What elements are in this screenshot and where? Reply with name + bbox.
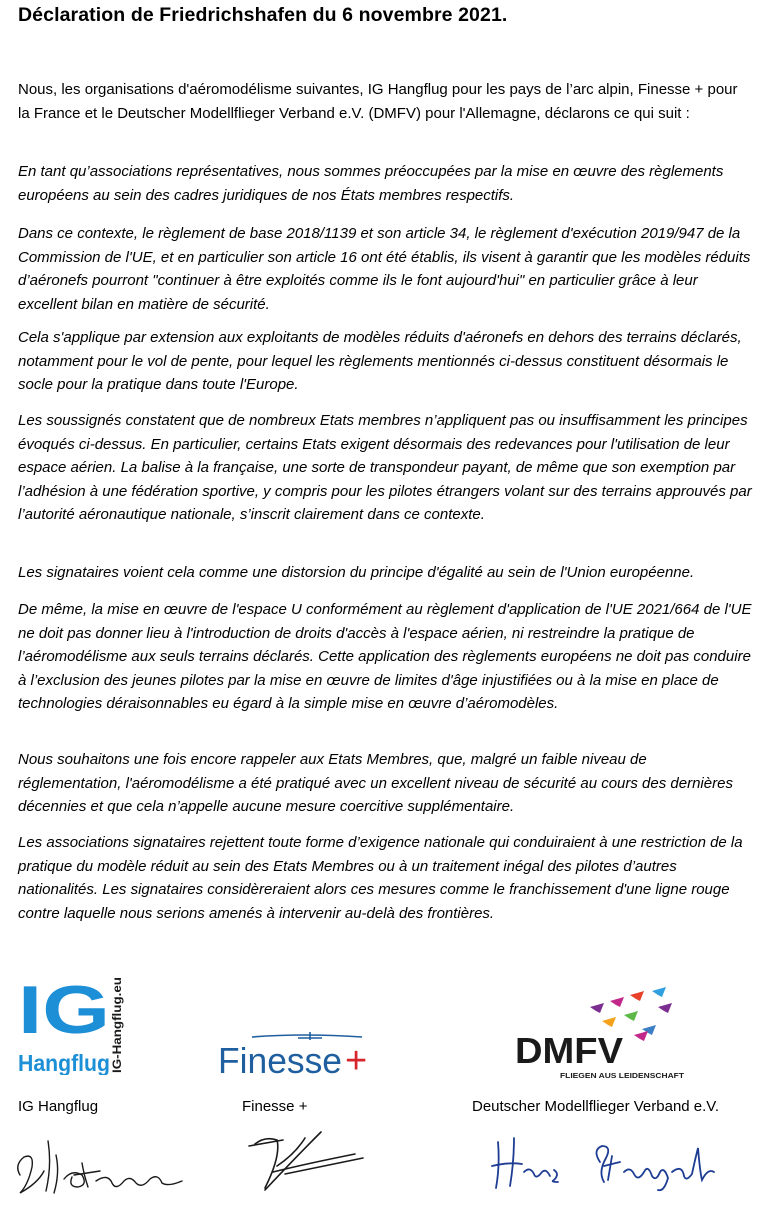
dmfv-logo bbox=[512, 985, 692, 1080]
dmfv-logo-mark bbox=[610, 997, 624, 1007]
finesse-logo-plus: + bbox=[345, 1040, 368, 1078]
ig-logo-word: Hangflug bbox=[18, 1050, 110, 1075]
paragraph-u-space: De même, la mise en œuvre de l'espace U conformément au règlement d'application de l'UE 2021/664 de l'UE ne doit pas donner lieu à l'introduction de droits d'accès à l'espace aérien, ni restreindre la pratique de l’aéromodélisme aux seuls terrains déclarés. Cette application des règlements européens ne doit pas conduire à l’exclusion des jeunes pilotes par la mise en œuvre de limites d'âge injustifiées ou à la mise en place de technologies déraisonnables eu égard à la simple mise en œuvre d’aéromodèles. bbox=[18, 601, 752, 713]
paragraph-safety: Nous souhaitons une fois encore rappeler aux Etats Membres, que, malgré un faible niveau de réglementation, l'aéromodélisme a été pratiqué avec un excellent niveau de sécurité au cours des dernières décennies et que cela n’appelle aucune mesure coercitive supplémentaire. bbox=[18, 751, 733, 816]
caption-dmfv: Deutscher Modellflieger Verband e.V. bbox=[472, 1098, 720, 1115]
dmfv-logo-mark bbox=[590, 1003, 604, 1013]
dmfv-logo-word: DMFV bbox=[515, 1030, 623, 1071]
paragraph-distortion: Les signataires voient cela comme une distorsion du principe d'égalité au sein de l'Union européenne. bbox=[18, 564, 695, 581]
finesse-logo bbox=[212, 1026, 382, 1078]
dmfv-logo-mark bbox=[602, 1017, 616, 1027]
paragraph-concern: En tant qu’associations représentatives, nous sommes préoccupées par la mise en œuvre des règlements européens au sein des cadres juridiques de nos États membres respectifs. bbox=[18, 163, 724, 204]
glider-icon bbox=[252, 1032, 362, 1040]
signature-dmfv bbox=[488, 1132, 728, 1198]
document-title: Déclaration de Friedrichshafen du 6 novembre 2021. bbox=[18, 4, 508, 26]
dmfv-logo-mark bbox=[652, 987, 666, 997]
signature-finesse bbox=[225, 1128, 375, 1198]
ig-logo-letters: IG bbox=[18, 975, 110, 1048]
caption-finesse: Finesse + bbox=[242, 1098, 308, 1115]
paragraph-context: Dans ce contexte, le règlement de base 2018/1139 et son article 34, le règlement d'exécution 2019/947 de la Commission de l'UE, et en particulier son article 16 ont été établis, ils visent à garantir que les modèles réduits d’aéronefs pourront "continuer à être exploités comme ils le font aujourd'hui" en particulier grâce à leur excellent bilan en matière de sécurité. bbox=[18, 225, 751, 313]
signature-ig-hangflug bbox=[12, 1135, 192, 1200]
dmfv-logo-tagline: FLIEGEN AUS LEIDENSCHAFT bbox=[560, 1071, 685, 1080]
caption-ig-hangflug: IG Hangflug bbox=[18, 1098, 99, 1115]
ig-hangflug-logo bbox=[18, 975, 138, 1075]
dmfv-logo-mark bbox=[624, 1011, 638, 1021]
dmfv-logo-mark bbox=[658, 1003, 672, 1013]
finesse-logo-word: Finesse bbox=[218, 1040, 342, 1078]
paragraph-extension: Cela s'applique par extension aux exploitants de modèles réduits d'aéronefs en dehors des terrains déclarés, notamment pour le vol de pente, pour lequel les règlements mentionnés ci-dessus constituent désormais le socle pour la pratique dans toute l'Europe. bbox=[18, 329, 742, 394]
paragraph-member-states: Les soussignés constatent que de nombreux Etats membres n’appliquent pas ou insuffisamment les principes évoqués ci-dessus. En particulier, certains Etats exigent désormais des redevances pour l'utilisation de leur espace aérien. La balise à la française, une sorte de transpondeur payant, de même que son exemption par l’adhésion à une fédération sportive, y compris pour les pilotes étrangers volant sur des terrains approuvés par l’autorité aéronautique nationale, s’inscrit clairement dans ce contexte. bbox=[18, 412, 752, 524]
dmfv-logo-mark bbox=[630, 991, 644, 1001]
paragraph-intro: Nous, les organisations d'aéromodélisme suivantes, IG Hangflug pour les pays de l’arc alpin, Finesse + pour la France et le Deutscher Modellflieger Verband e.V. (DMFV) pour l'Allemagne, déclarons ce qui suit : bbox=[18, 81, 738, 122]
dmfv-logo-mark bbox=[634, 1031, 648, 1041]
ig-logo-url: IG-Hangflug.eu bbox=[110, 987, 124, 1073]
paragraph-rejection: Les associations signataires rejettent toute forme d’exigence nationale qui conduiraient à une restriction de la pratique du modèle réduit au sein des Etats Membres ou à un traitement inégal des pilotes d’autres nationalités. Les signataires considèreraient alors ces mesures comme le franchissement d'une ligne rouge contre laquelle nous serions amenés à intervenir au-delà des frontières. bbox=[18, 834, 743, 922]
